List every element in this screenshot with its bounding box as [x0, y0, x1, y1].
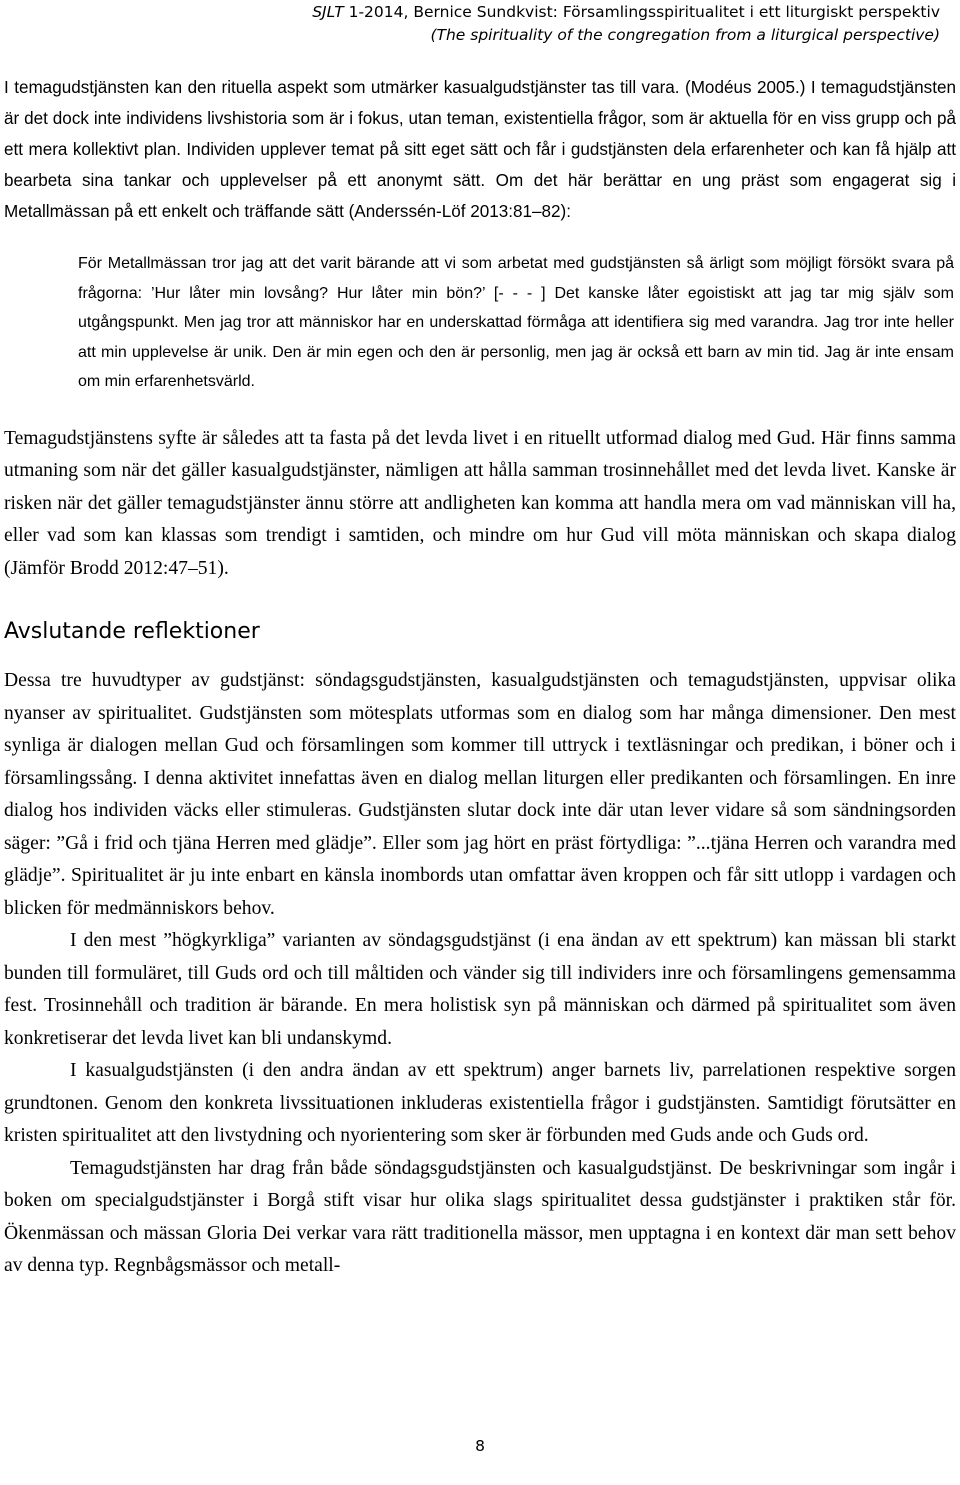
page-number: 8 — [475, 1437, 485, 1455]
running-header-english-title: (The spirituality of the congregation from a liturgical perspective) — [430, 26, 940, 44]
paragraph-kasualgudstjansten: I kasualgudstjänsten (i den andra ändan av ett spektrum) anger barnets liv, parrelationen respektive sorgen grundtonen. Genom den konkreta livssituationen inkluderas existentiella frågor i gudstjänsten. Samtidigt förutsätter en kristen spiritualitet att den livstydning och nyorientering som sker är förbunden med Guds ande och Guds ord. — [4, 1060, 956, 1146]
paragraph-hogkyrkliga: I den mest ”högkyrkliga” varianten av söndagsgudstjänst (i ena ändan av ett spektrum) kan mässan bli starkt bunden till formuläret, till Guds ord och till måltiden och vänder sig till individers inre och församlingens gemensamma fest. Trosinnehåll och tradition är bärande. En mera holistisk syn på människan och därmed på spiritualitet som även konkretiserar det levda livet kan bli undanskymd. — [4, 930, 956, 1049]
journal-abbreviation: SJLT — [312, 3, 344, 21]
running-header-line-1 — [312, 1, 940, 24]
paragraph-tre-huvudtyper: Dessa tre huvudtyper av gudstjänst: söndagsgudstjänsten, kasualgudstjänsten och temagudstjänsten, uppvisar olika nyanser av spiritualitet. Gudstjänsten som mötesplats utformas som en dialog som har många dimensioner. Den mest synliga är dialogen mellan Gud och församlingen som kommer till uttryck i textläsningar och predikan, i böner och i församlingssång. I denna aktivitet innefattas även en dialog mellan liturgen eller predikanten och församlingen. En inre dialog hos individen väcks eller stimuleras. Gudstjänsten slutar dock inte där utan lever vidare så som sändningsorden säger: ”Gå i frid och tjäna Herren med glädje”. Eller som jag hört en präst förtydliga: ”...tjäna Herren och varandra med glädje”. Spiritualitet är ju inte enbart en känsla inombords utan omfattar även kroppen och får sitt utlopp i vardagen och blicken för medmänniskors behov. — [4, 670, 956, 919]
page-body — [4, 72, 956, 1283]
paragraph-temagudstjansten-intro: I temagudstjänsten kan den rituella aspekt som utmärker kasualgudstjänster tas till vara. (Modéus 2005.) I temagudstjänsten är det dock inte individens livshistoria som är i fokus, utan teman, existentiella frågor, som är aktuella för en viss grupp och på ett mera kollektivt plan. Individen upplever temat på sitt eget sätt och får i gudstjänsten dela erfarenheter och kan få hjälp att bearbeta sina tankar och upplevelser på ett anonymt sätt. Om det här berättar en ung präst som engagerat sig i Metallmässan på ett enkelt och träffande sätt (Anderssén-Löf 2013:81–82): — [4, 78, 956, 221]
section-heading-avslutande-reflektioner: Avslutande reflektioner — [4, 619, 260, 644]
paragraph-temagudstjansten-drag: Temagudstjänsten har drag från både söndagsgudstjänsten och kasualgudstjänst. De beskrivningar som ingår i boken om specialgudstjänster i Borgå stift visar hur olika slags spiritualitet dessa gudstjänster i praktiken står för. Ökenmässan och mässan Gloria Dei verkar vara rätt traditionella mässor, men upptagna i en kontext där man sett behov av denna typ. Regnbågsmässor och metall- — [4, 1157, 956, 1276]
block-quote-metallmassan: För Metallmässan tror jag att det varit bärande att vi som arbetat med gudstjänsten så ärligt som möjligt försökt svara på frågorna: ’Hur låter min lovsång? Hur låter min bön?’ [- - - ] Det kanske låter egoistiskt att jag tar mig själv som utgångspunkt. Men jag tror att människor har en underskattad förmåga att identifiera sig med varandra. Jag tror inte heller att min upplevelse är unik. Den är min egen och den är personlig, men jag är också ett barn av min tid. Jag är inte ensam om min erfarenhetsvärld. — [78, 255, 954, 390]
paragraph-temagudstjanstens-syfte: Temagudstjänstens syfte är således att ta fasta på det levda livet i en rituellt utformad dialog med Gud. Här finns samma utmaning som när det gäller kasualgudstjänster, nämligen att hålla samman trosinnehållet med det levda livet. Kanske är risken när det gäller temagudstjänster ännu större att andligheten kan komma att handla mera om vad människan vill ha, eller vad som kan klassas som trendigt i samtiden, och mindre om hur Gud vill möta människan och skapa dialog (Jämför Brodd 2012:47–51). — [4, 427, 956, 579]
running-header — [312, 0, 940, 47]
article-citation: 1-2014, Bernice Sundkvist: Församlingsspiritualitet i ett liturgiskt perspektiv — [343, 3, 940, 21]
